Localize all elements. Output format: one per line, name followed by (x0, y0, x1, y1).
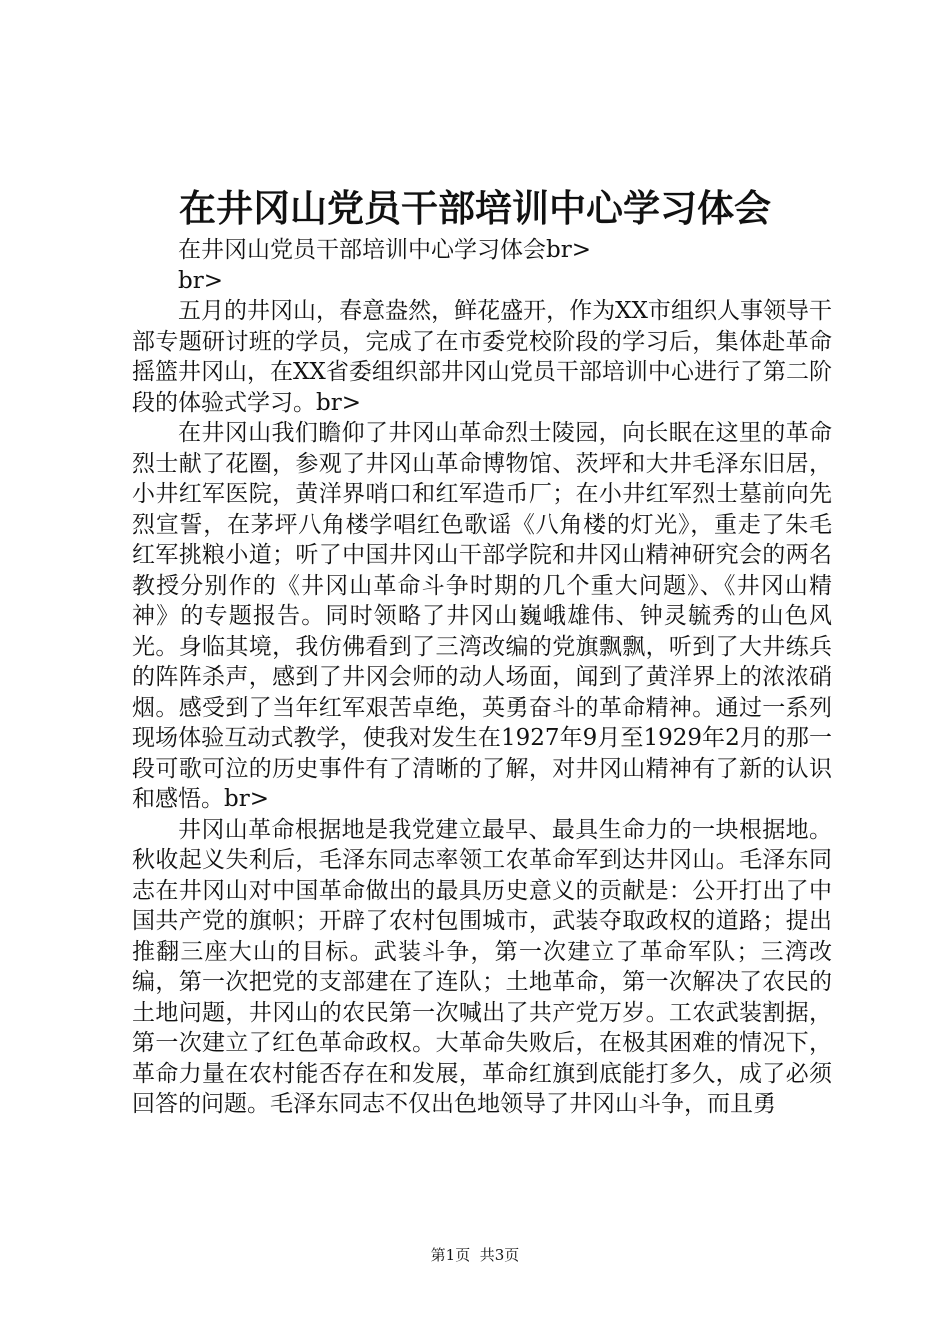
page-footer (0, 1245, 950, 1265)
paragraph-break: br> (178, 267, 223, 294)
paragraph-base-history: 井冈山革命根据地是我党建立最早、最具生命力的一块根据地。秋收起义失利后，毛泽东同志率领工农革命军到达井冈山。毛泽东同志在井冈山对中国革命做出的最具历史意义的贡献是：公开打出了中国共产党的旗帜；开辟了农村包围城市，武装夺取政权的道路；提出推翻三座大山的目标。武装斗争，第一次建立了革命军队；三湾改编，第一次把党的支部建在了连队；土地革命，第一次解决了农民的土地问题，井冈山的农民第一次喊出了共产党万岁。工农武装割据，第一次建立了红色革命政权。大革命失败后，在极其困难的情况下，革命力量在农村能否存在和发展，革命红旗到底能打多久，成了必须回答的问题。毛泽东同志不仅出色地领导了井冈山斗争，而且勇 (132, 816, 832, 1117)
page-number: 第1页 (430, 1246, 471, 1264)
page-total: 共3页 (479, 1246, 520, 1264)
paragraph-visit: 在井冈山我们瞻仰了井冈山革命烈士陵园，向长眠在这里的革命烈士献了花圈，参观了井冈山革命博物馆、茨坪和大井毛泽东旧居，小井红军医院，黄洋界哨口和红军造币厂；在小井红军烈士墓前向先烈宣誓，在茅坪八角楼学唱红色歌谣《八角楼的灯光》，重走了朱毛红军挑粮小道；听了中国井冈山干部学院和井冈山精神研究会的两名教授分别作的《井冈山革命斗争时期的几个重大问题》、《井冈山精神》的专题报告。同时领略了井冈山巍峨雄伟、钟灵毓秀的山色风光。身临其境，我仿佛看到了三湾改编的党旗飘飘，听到了大井练兵的阵阵杀声，感到了井冈会师的动人场面，闻到了黄洋界上的浓浓硝烟。感受到了当年红军艰苦卓绝，英勇奋斗的革命精神。通过一系列现场体验互动式教学，使我对发生在1927年9月至1929年2月的那一段可歌可泣的历史事件有了清晰的了解，对井冈山精神有了新的认识和感悟。br> (132, 420, 832, 812)
document-body (132, 235, 832, 1120)
paragraph-intro: 五月的井冈山，春意盎然，鲜花盛开，作为XX市组织人事领导干部专题研讨班的学员，完成了在市委党校阶段的学习后，集体赴革命摇篮井冈山，在XX省委组织部井冈山党员干部培训中心进行了第二阶段的体验式学习。br> (132, 298, 832, 416)
document-title: 在井冈山党员干部培训中心学习体会 (179, 186, 771, 230)
paragraph-subtitle: 在井冈山党员干部培训中心学习体会br> (178, 237, 591, 263)
